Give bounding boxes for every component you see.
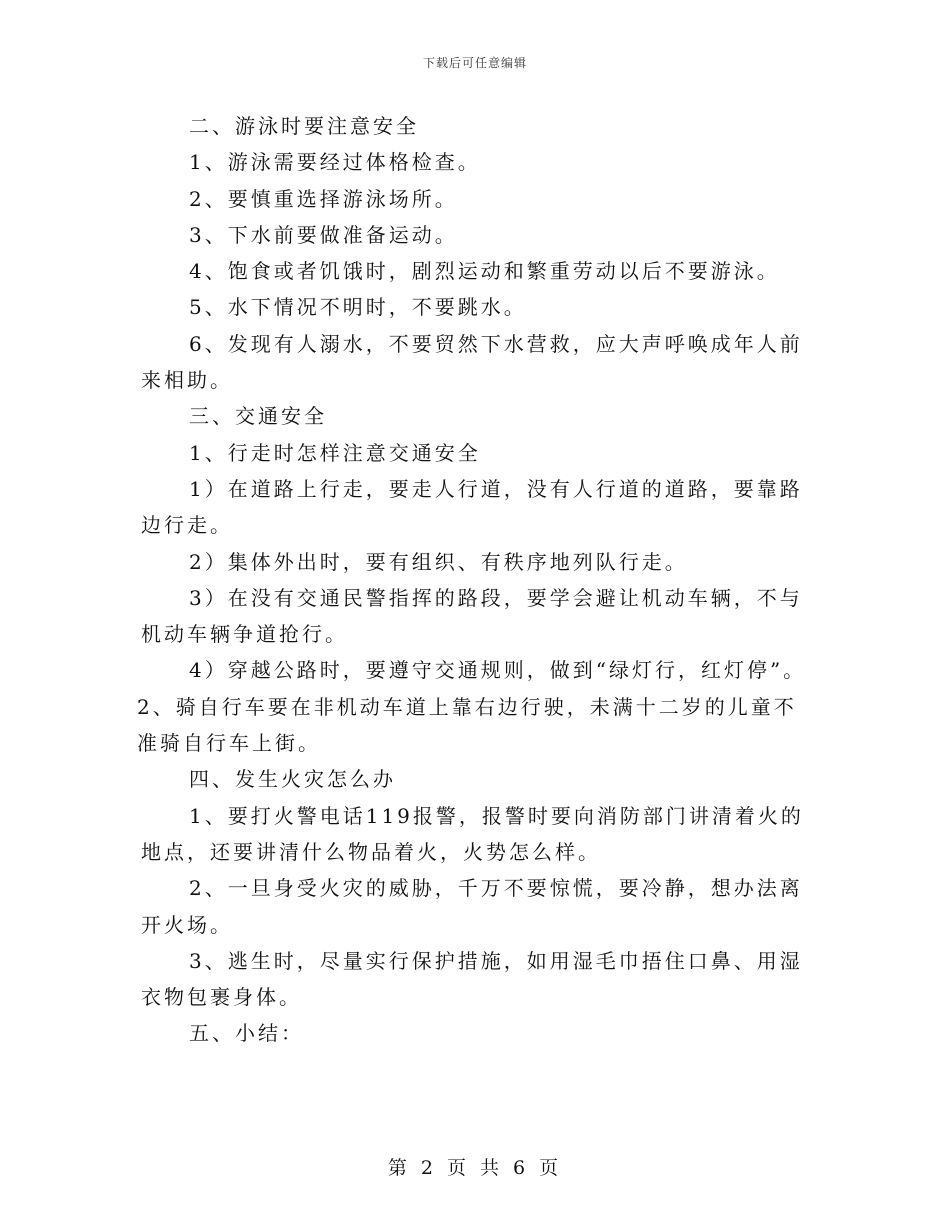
paragraph: 6、发现有人溺水，不要贸然下水营救，应大声呼唤成年人前来相助。 (141, 331, 803, 393)
section-heading-fire: 四、发生火灾怎么办 (189, 767, 396, 792)
section-heading-traffic: 三、交通安全 (189, 404, 327, 429)
paragraph: 3、下水前要做准备运动。 (189, 222, 458, 247)
paragraph: 2、一旦身受火灾的威胁，千万不要惊慌，要冷静，想办法离开火场。 (141, 876, 803, 937)
paragraph: 2、骑自行车要在非机动车道上靠右边行驶，未满十二岁的儿童不准骑自行车上街。 (137, 694, 797, 756)
paragraph: 5、水下情况不明时，不要跳水。 (189, 295, 527, 320)
paragraph: 3、逃生时，尽量实行保护措施，如用湿毛巾捂住口鼻、用湿衣物包裹身体。 (141, 948, 803, 1010)
paragraph: 1、要打火警电话119报警，报警时要向消防部门讲清着火的地点，还要讲清什么物品着火，火势怎么样。 (141, 803, 804, 864)
page-footer: 第 2 页 共 6 页 (387, 1157, 563, 1179)
paragraph: 2、要慎重选择游泳场所。 (189, 186, 458, 211)
paragraph: 4、饱食或者饥饿时，剧烈运动和繁重劳动以后不要游泳。 (189, 259, 780, 284)
page-header: 下载后可任意编辑 (422, 56, 527, 70)
paragraph: 1）在道路上行走，要走人行道，没有人行道的道路，要靠路边行走。 (141, 476, 803, 538)
paragraph: 1、行走时怎样注意交通安全 (189, 440, 481, 465)
document-body (137, 108, 813, 1052)
paragraph: 1、游泳需要经过体格检查。 (189, 150, 481, 175)
section-heading-summary: 五、小结： (189, 1021, 304, 1046)
paragraph: 2）集体外出时，要有组织、有秩序地列队行走。 (189, 549, 688, 574)
section-heading-swimming: 二、游泳时要注意安全 (189, 114, 419, 138)
paragraph: 4）穿越公路时，要遵守交通规则，做到“绿灯行，红灯停”。 (189, 658, 807, 683)
paragraph: 3）在没有交通民警指挥的路段，要学会避让机动车辆，不与机动车辆争道抢行。 (141, 585, 803, 647)
